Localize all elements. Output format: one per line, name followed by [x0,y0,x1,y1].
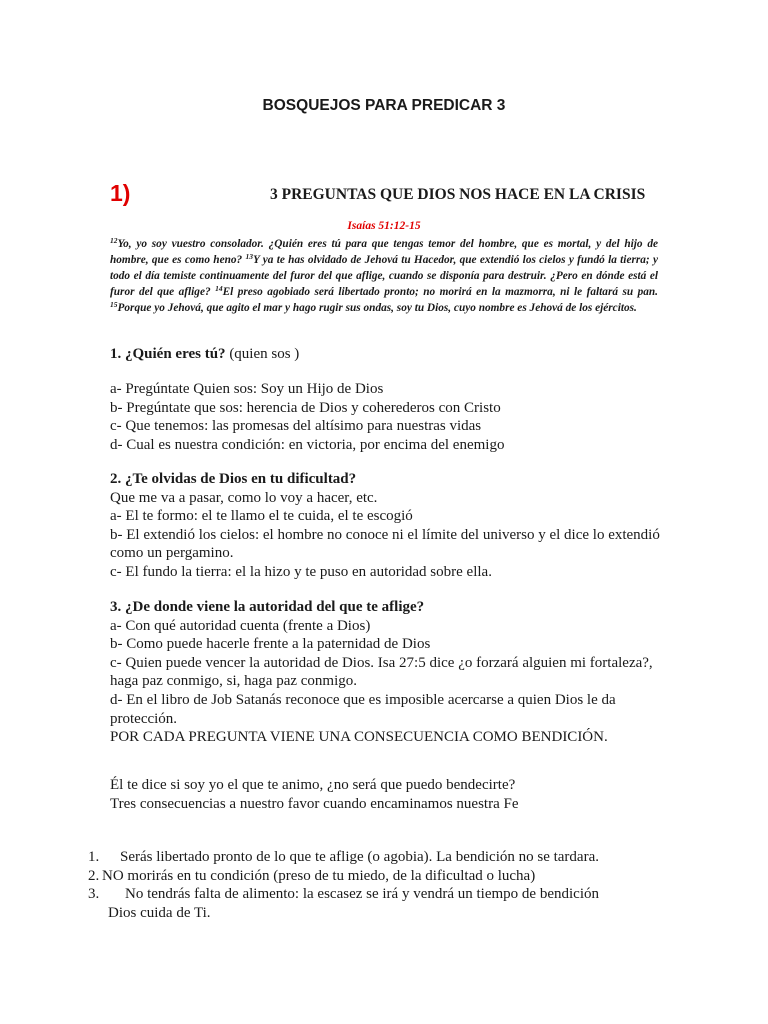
point-item: d- Cual es nuestra condición: en victoria, por encima del enemigo [110,436,505,453]
verse-number: 12 [110,236,118,245]
list-text: No tendrás falta de alimento: la escasez se irá y vendrá un tiempo de bendición [125,886,599,903]
verse-number: 13 [245,251,253,261]
question-1-points [110,380,670,454]
consequences-list [88,848,668,922]
document-title: BOSQUEJOS PARA PREDICAR 3 [262,97,506,114]
point-item: b- El extendió los cielos: el hombre no conoce ni el límite del universo y el dice lo extendió como un pergamino. [110,526,660,562]
question-heading: 1. ¿Quién eres tú? [110,346,226,362]
verse-number: 15 [110,299,118,309]
list-number: 3. [88,886,100,903]
question-3 [110,598,670,747]
verse-text: El preso agobiado será libertado pronto; no morirá en la mazmorra, ni le faltará su pan. [222,285,658,298]
list-item [88,885,668,904]
verse-text: Yo, yo soy vuestro consolador. ¿Quién eres tú para que tengas temor del hombre, que es mortal, y del hijo de hombre, que es como heno? [110,238,658,266]
verse-text: Porque yo Jehová, que agito el mar y hago rugir sus ondas, soy tu Dios, cuyo nombre es Jehová de los ejércitos. [117,301,637,314]
list-item [88,848,668,867]
question-note: (quien sos ) [225,346,300,362]
closing-line: Tres consecuencias a nuestro favor cuando encaminamos nuestra Fe [110,795,519,812]
list-number: 1. [88,849,100,865]
list-text: Serás libertado pronto de lo que te aflige (o agobia). La bendición no se tardara. [120,849,599,865]
section-number: 1) [110,180,131,206]
point-item: b- Como puede hacerle frente a la paternidad de Dios [110,636,431,653]
point-item: a- El te formo: el te llamo el te cuida, el te escogió [110,508,413,525]
scripture-reference: Isaías 51:12-15 [347,220,421,232]
question-heading: 2. ¿Te olvidas de Dios en tu dificultad? [110,471,357,487]
list-text: NO morirás en tu condición (preso de tu miedo, de la dificultad o lucha) [102,867,536,884]
list-item [88,867,668,886]
point-item: b- Pregúntate que sos: herencia de Dios y coherederos con Cristo [110,399,501,416]
question-intro: Que me va a pasar, como lo voy a hacer, etc. [110,489,378,506]
verse-number: 14 [215,283,223,293]
point-item: c- Que tenemos: las promesas del altísimo para nuestras vidas [110,418,482,435]
closing-line: Él te dice si soy yo el que te animo, ¿no será que puedo bendecirte? [110,777,516,793]
point-item: a- Con qué autoridad cuenta (frente a Dios) [110,617,371,634]
list-item-continuation: Dios cuida de Ti. [108,904,211,921]
closing-text [110,776,670,813]
section-title: 3 PREGUNTAS QUE DIOS NOS HACE EN LA CRISIS [270,186,646,203]
point-item: d- En el libro de Job Satanás reconoce que es imposible acercarse a quien Dios le da protección. [110,691,616,727]
question-heading: 3. ¿De donde viene la autoridad del que te aflige? [110,599,425,615]
question-2 [110,470,670,582]
point-item: c- Quien puede vencer la autoridad de Dios. Isa 27:5 dice ¿o forzará alguien mi fortaleza?, haga paz conmigo, si, haga paz conmigo. [110,654,653,690]
point-item: c- El fundo la tierra: el la hizo y te puso en autoridad sobre ella. [110,563,492,580]
list-number: 2. [88,867,100,884]
question-1 [110,345,670,364]
verse-text: Y ya te has olvidado de Jehová tu Hacedor, que extendió los cielos y fundó la tierra; y todo el día temiste continuamente del furor del que aflige, cuando se disponía para destruir. ¿Pero en dónde está el furor del que aflige? [110,253,658,298]
scripture-passage [110,237,658,317]
caps-statement: POR CADA PREGUNTA VIENE UNA CONSECUENCIA COMO BENDICIÓN. [110,729,608,746]
point-item: a- Pregúntate Quien sos: Soy un Hijo de Dios [110,381,384,397]
